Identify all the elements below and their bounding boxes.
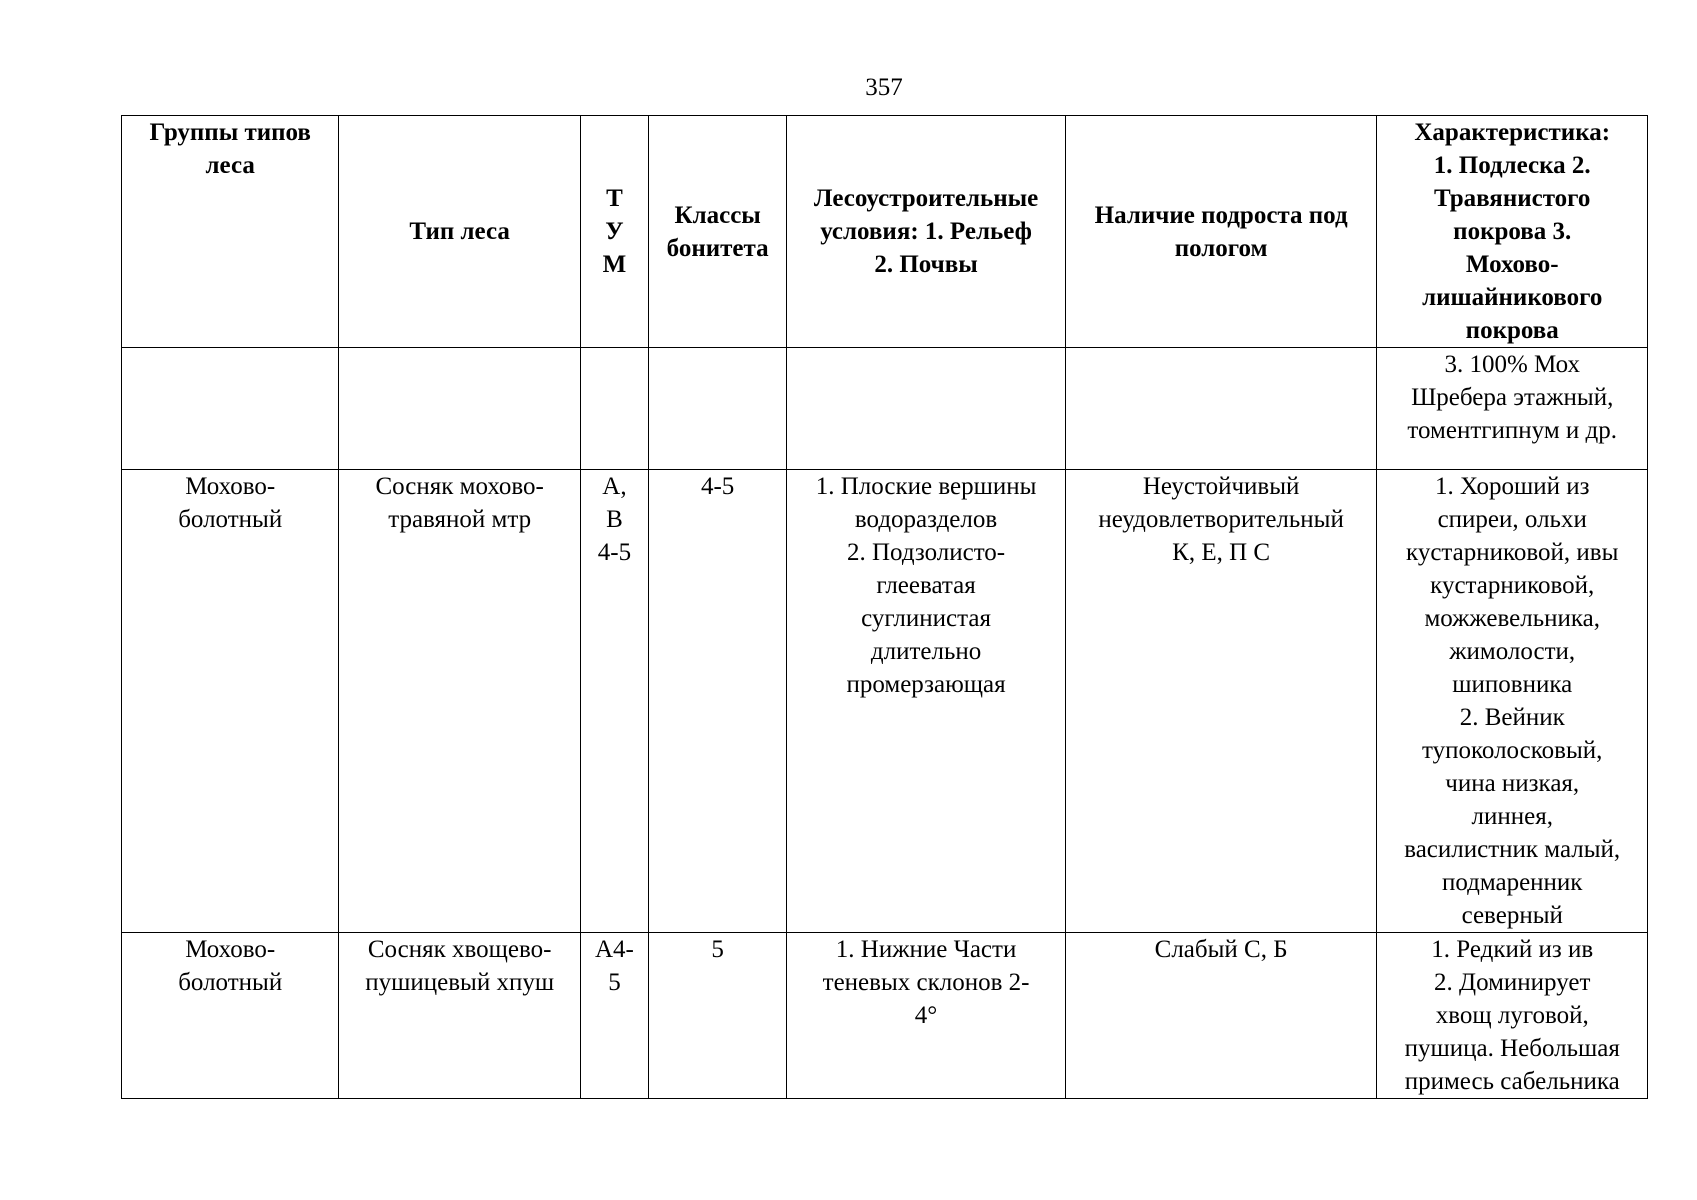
header-forest-conditions: Лесоустроительные условия: 1. Рельеф 2. Почвы <box>787 116 1066 348</box>
header-tum: Т У М <box>580 116 648 348</box>
table-header-row <box>122 116 1648 348</box>
table-row <box>122 348 1648 470</box>
cell-type: Сосняк хвощево- пушицевый хпуш <box>339 933 580 1099</box>
table-row <box>122 470 1648 933</box>
cell-tum: А4- 5 <box>580 933 648 1099</box>
cell-undergrowth: Слабый С, Б <box>1065 933 1377 1099</box>
cell-tum: А, В 4-5 <box>580 470 648 933</box>
cell-bonitet <box>649 348 787 470</box>
page-number: 357 <box>865 74 903 101</box>
header-bonitet-class: Классы бонитета <box>649 116 787 348</box>
cell-group: Мохово- болотный <box>122 470 339 933</box>
cell-characteristic: 3. 100% Мох Шребера этажный, томентгипнум и др. <box>1377 348 1648 470</box>
header-forest-type: Тип леса <box>339 116 580 348</box>
cell-tum <box>580 348 648 470</box>
cell-conditions: 1. Нижние Части теневых склонов 2- 4° <box>787 933 1066 1099</box>
cell-bonitet: 4-5 <box>649 470 787 933</box>
cell-group <box>122 348 339 470</box>
header-undergrowth: Наличие подроста под пологом <box>1065 116 1377 348</box>
cell-conditions <box>787 348 1066 470</box>
cell-bonitet: 5 <box>649 933 787 1099</box>
header-forest-group: Группы типов леса <box>122 116 339 348</box>
cell-type <box>339 348 580 470</box>
cell-type: Сосняк мохово- травяной мтр <box>339 470 580 933</box>
cell-undergrowth <box>1065 348 1377 470</box>
cell-characteristic: 1. Хороший из спиреи, ольхи кустарниковой, ивы кустарниковой, можжевельника, жимолости, шиповника 2. Вейник тупоколосковый, чина низкая, линнея, василистник малый, подмаренник северный <box>1377 470 1648 933</box>
cell-group: Мохово- болотный <box>122 933 339 1099</box>
cell-characteristic: 1. Редкий из ив 2. Доминирует хвощ луговой, пушица. Небольшая примесь сабельника <box>1377 933 1648 1099</box>
cell-conditions: 1. Плоские вершины водоразделов 2. Подзолисто- глееватая суглинистая длительно промерзающая <box>787 470 1066 933</box>
cell-undergrowth: Неустойчивый неудовлетворительный К, Е, П С <box>1065 470 1377 933</box>
header-characteristic: Характеристика: 1. Подлеска 2. Травянистого покрова 3. Мохово- лишайникового покрова <box>1377 116 1648 348</box>
forest-types-table <box>121 115 1648 1099</box>
table-row <box>122 933 1648 1099</box>
